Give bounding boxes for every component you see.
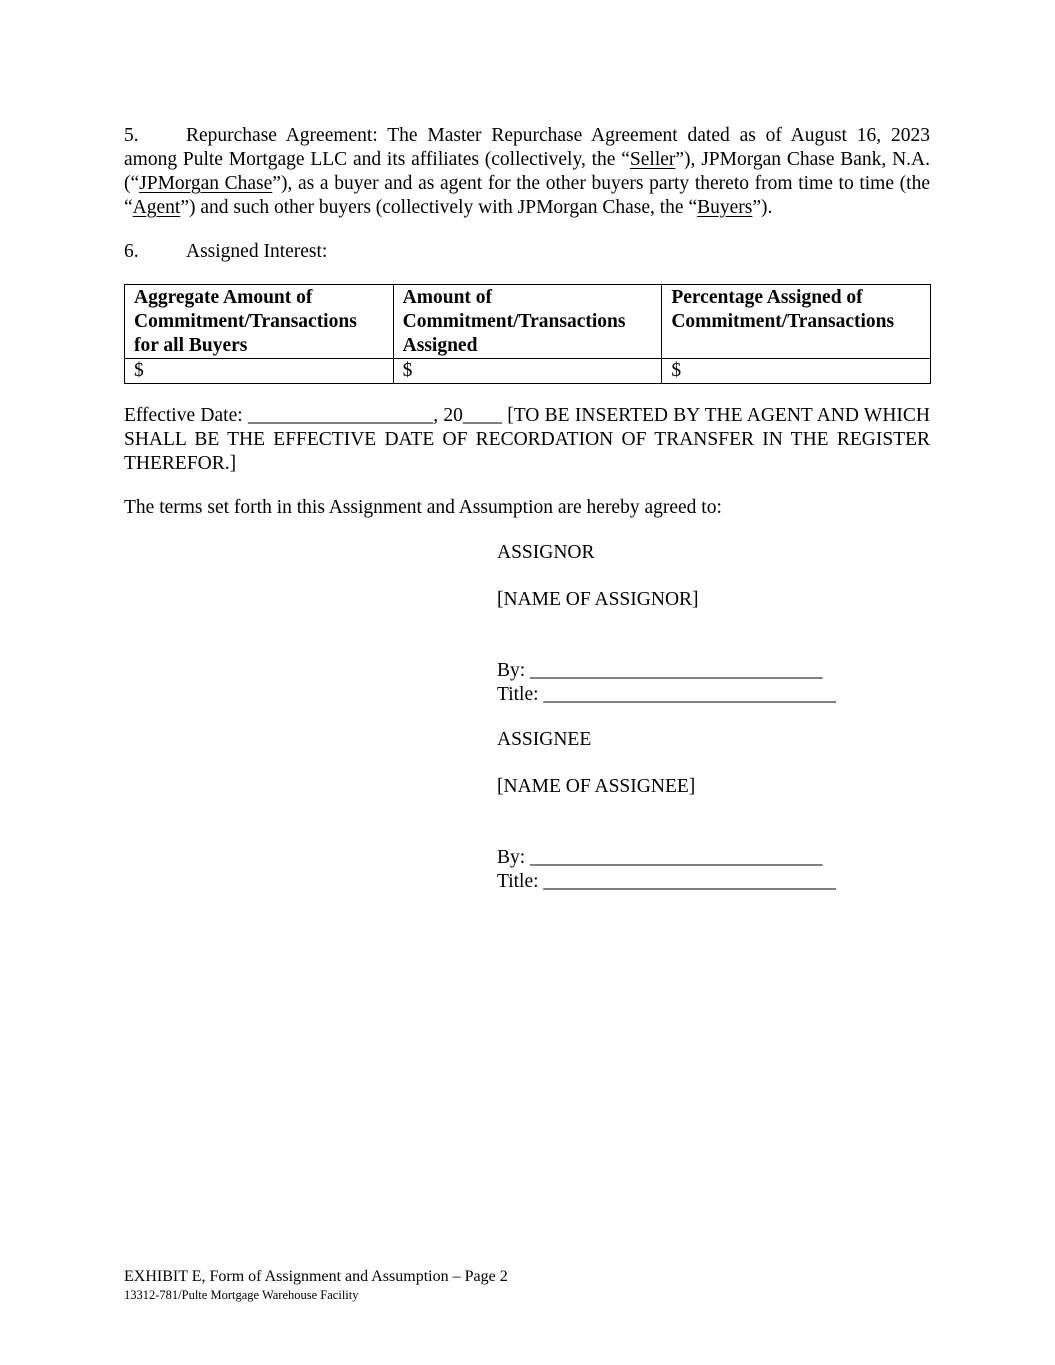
defined-term-buyers: Buyers <box>697 197 753 218</box>
assignor-name: [NAME OF ASSIGNOR] <box>497 589 699 610</box>
footer-document-id: 13312-781/Pulte Mortgage Warehouse Facility <box>124 1288 359 1302</box>
assignee-heading: ASSIGNEE <box>497 729 592 750</box>
footer-exhibit-label: EXHIBIT E, Form of Assignment and Assumption – Page 2 <box>124 1268 508 1285</box>
assigned-interest-table <box>124 284 931 384</box>
table-header-percentage-assigned: Percentage Assigned of Commitment/Transactions <box>662 285 931 359</box>
section-5-text-2: ”), JPMorgan Chase Bank, N.A. (“ <box>124 149 931 194</box>
section-5-text-1: Repurchase Agreement: The Master Repurchase Agreement dated as of August 16, 2023 among Pulte Mortgage LLC and its affiliates (collectively, the “ <box>124 125 930 170</box>
table-row <box>125 359 931 384</box>
defined-term-seller: Seller <box>629 149 676 170</box>
assignor-title-line: Title: ______________________________ <box>497 684 836 705</box>
section-5-text-5: ”). <box>752 197 773 218</box>
assignee-name: [NAME OF ASSIGNEE] <box>497 776 696 797</box>
section-5-text-4: ”) and such other buyers (collectively with JPMorgan Chase, the “ <box>180 197 698 218</box>
defined-term-agent: Agent <box>132 197 181 218</box>
table-header-amount-assigned: Amount of Commitment/Transactions Assigned <box>393 285 662 359</box>
section-5-number: 5. <box>124 125 139 146</box>
assignor-by-line: By: ______________________________ <box>497 660 823 681</box>
assignee-title-line: Title: ______________________________ <box>497 871 836 892</box>
table-cell-amount-assigned: $ <box>393 359 662 384</box>
table-header-row <box>125 285 931 359</box>
assignor-heading: ASSIGNOR <box>497 542 595 563</box>
table-header-aggregate-amount: Aggregate Amount of Commitment/Transactions for all Buyers <box>125 285 394 359</box>
table-cell-aggregate-amount: $ <box>125 359 394 384</box>
table-cell-percentage-assigned: $ <box>662 359 931 384</box>
effective-date-paragraph: Effective Date: ___________________, 20____ [TO BE INSERTED BY THE AGENT AND WHICH SHALL BE THE EFFECTIVE DATE OF RECORDATION OF TRANSFER IN THE REGISTER THEREFOR.] <box>124 405 930 474</box>
agreement-statement: The terms set forth in this Assignment and Assumption are hereby agreed to: <box>124 497 722 518</box>
assignee-by-line: By: ______________________________ <box>497 847 823 868</box>
section-6-heading <box>124 240 930 264</box>
section-6-number: 6. <box>124 241 139 262</box>
section-5-text-3: ”), as a buyer and as agent for the other buyers party thereto from time to time (the “ <box>124 173 930 218</box>
section-6-label: Assigned Interest: <box>186 241 328 262</box>
defined-term-jpmorgan-chase: JPMorgan Chase <box>139 173 273 194</box>
section-5-paragraph <box>124 124 930 220</box>
